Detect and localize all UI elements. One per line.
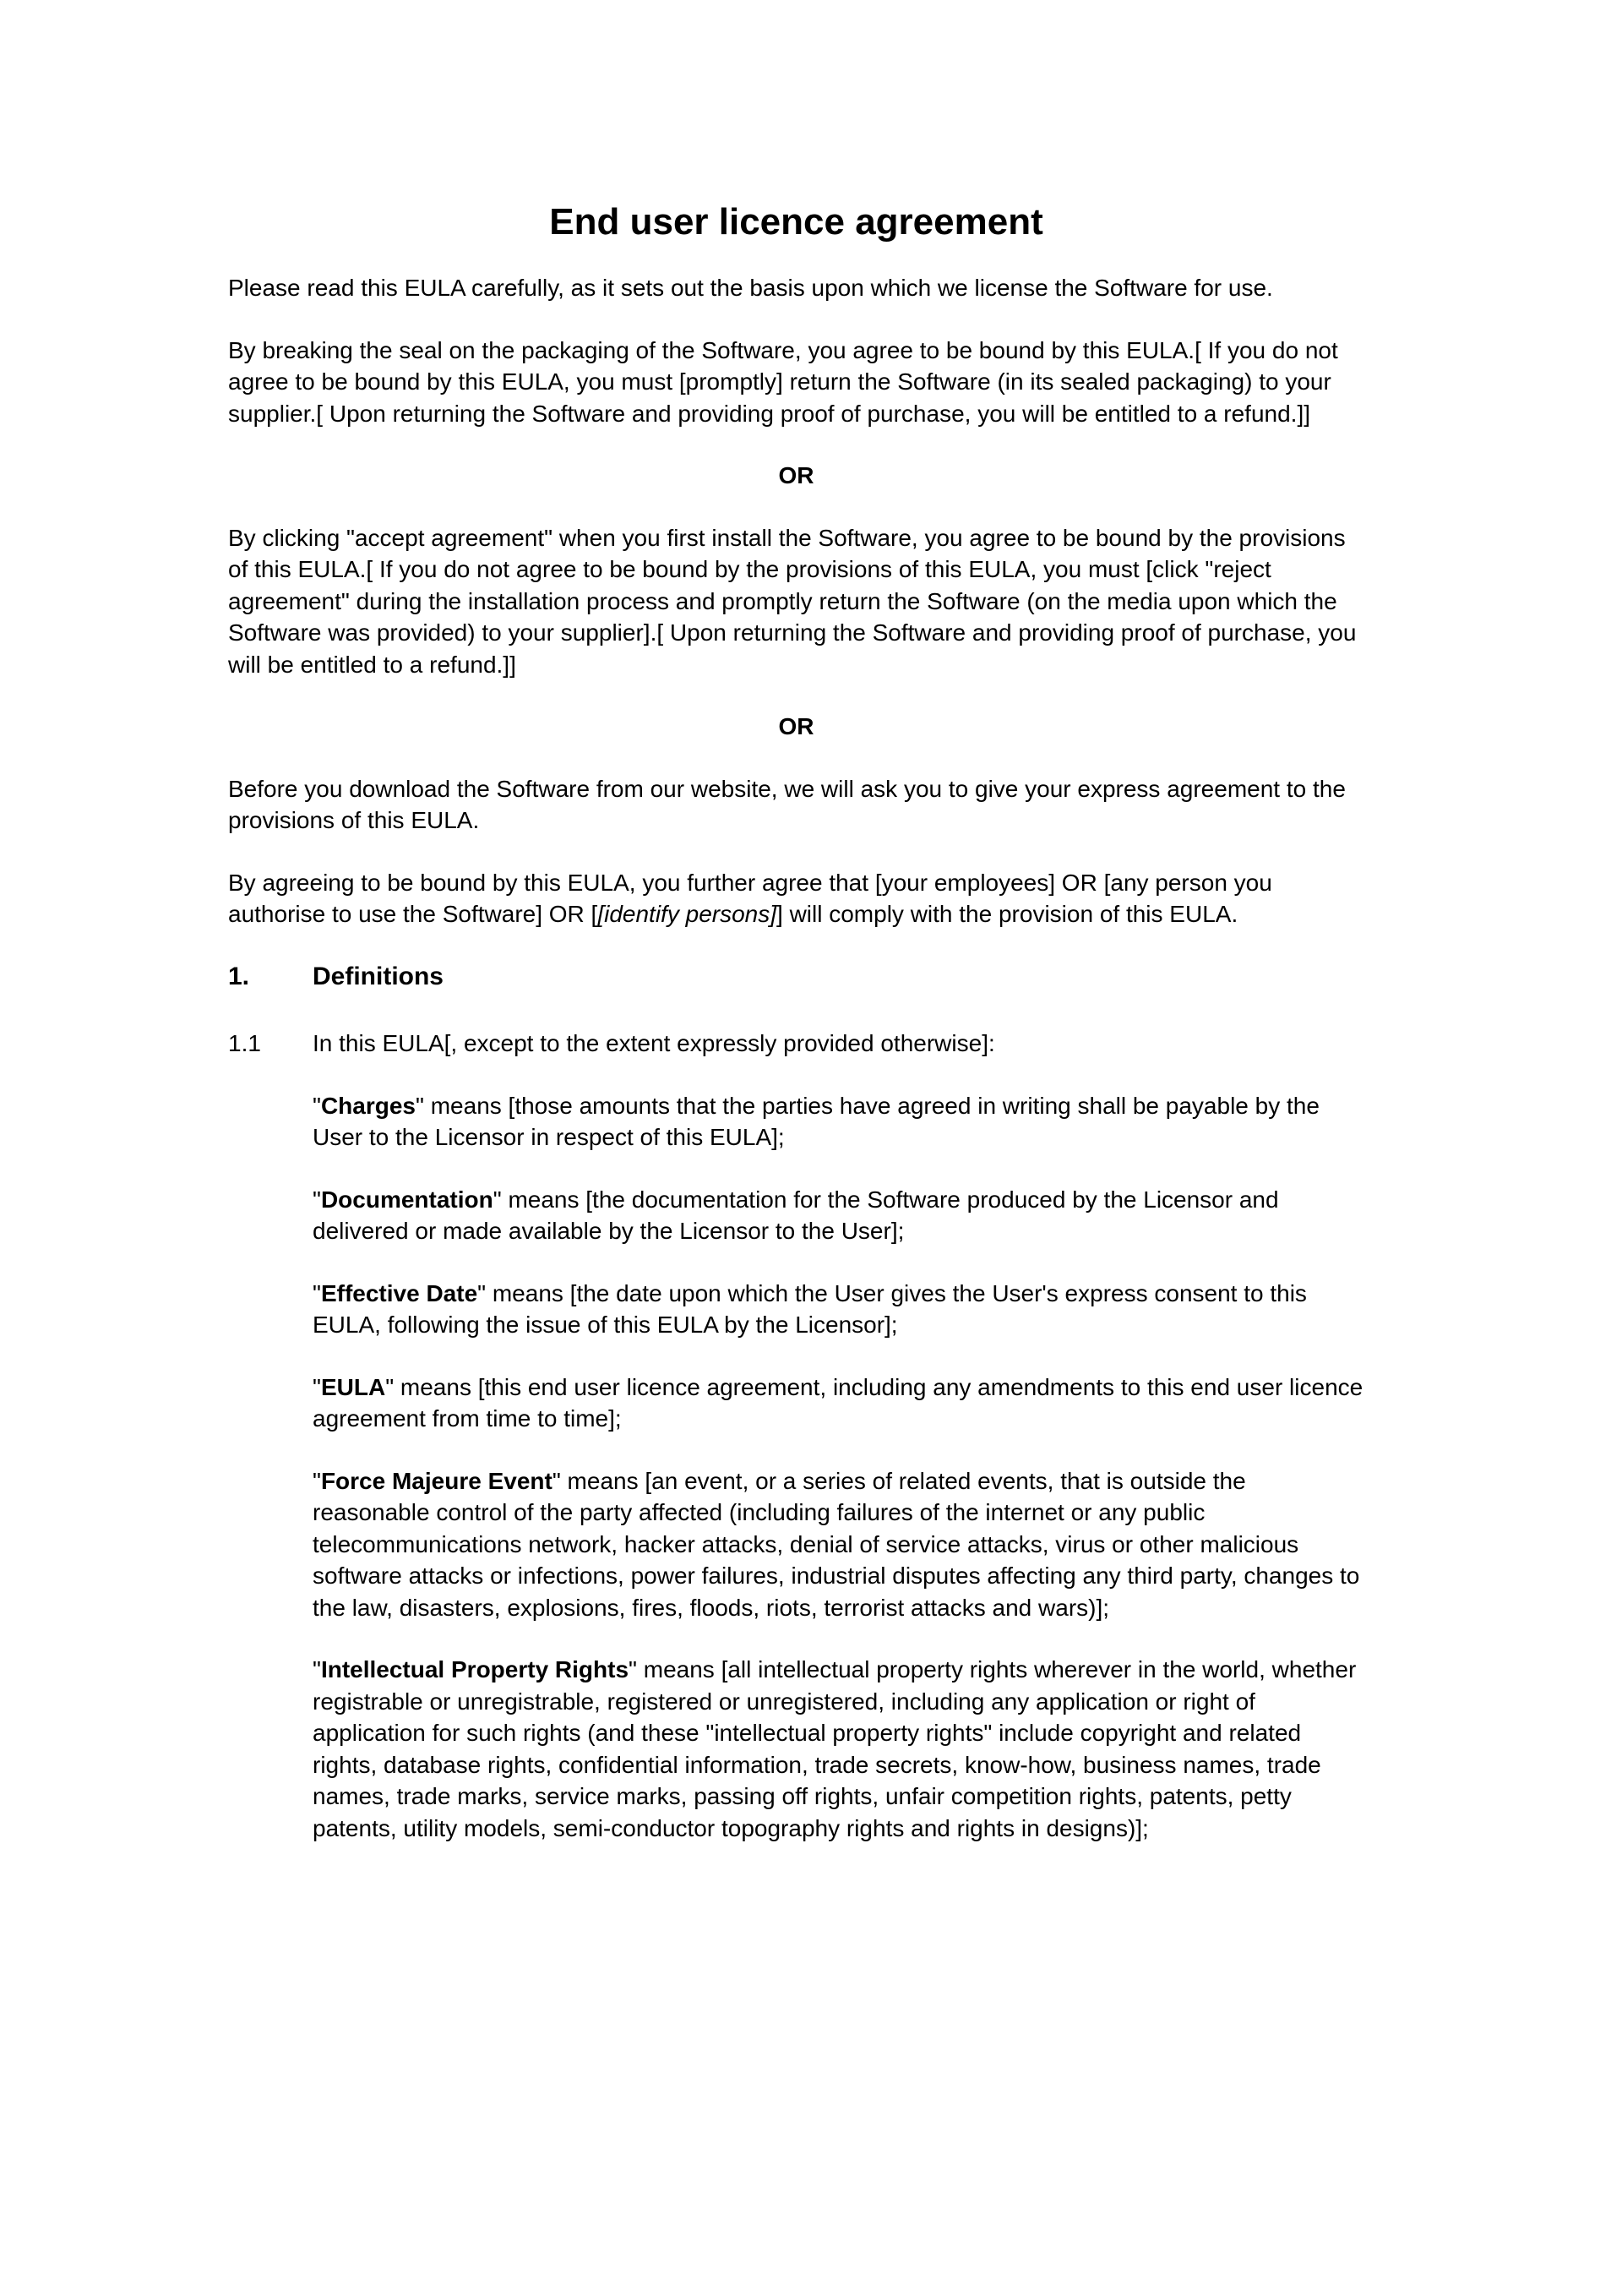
paragraph-breaking-seal: By breaking the seal on the packaging of the Software, you agree to be bound by this EULA.[ If you do not agree to be bound by this EULA, you must [promptly] return the Software (in its sealed packaging) to your supplier.[ Upon returning the Software and providing proof of purchase, you will be entitled to a refund.]]: [228, 336, 1338, 427]
agree-text-after: ] will comply with the provision of this EULA.: [776, 901, 1238, 927]
definition-lead-quote: ": [313, 1656, 321, 1682]
definition-term: Charges: [320, 1092, 416, 1119]
definition-lead-quote: ": [313, 1279, 321, 1306]
paragraph-click-accept: By clicking "accept agreement" when you first install the Software, you agree to be bound by the provisions of this EULA.[ If you do not agree to be bound by the provisions of this EULA, you must [click "reject agreement" during the installation process and promptly return the Software (on the media upon which the Software was provided) to your supplier].[ Upon returning the Software and providing proof of purchase, you will be entitled to a refund.]]: [228, 524, 1357, 678]
paragraph-agree: [228, 867, 1364, 930]
definition-body: " means [this end user licence agreement, including any amendments to this end user licence agreement from time to time];: [313, 1373, 1363, 1432]
clause-1-1: [228, 1028, 1364, 1060]
clause-text: In this EULA[, except to the extent expressly provided otherwise]:: [313, 1030, 995, 1056]
definition-term: Documentation: [320, 1186, 493, 1213]
clause-number: 1.1: [228, 1030, 261, 1056]
definition-term: Intellectual Property Rights: [320, 1656, 629, 1682]
definition-documentation: [313, 1184, 1364, 1247]
definition-lead-quote: ": [313, 1186, 321, 1213]
definition-lead-quote: ": [313, 1092, 321, 1119]
agree-text-before: By agreeing to be bound by this EULA, you further agree that [your employees] OR [any person you authorise to use the Software] OR [: [228, 869, 1272, 927]
definition-term: Force Majeure Event: [320, 1467, 552, 1494]
definition-eula: [313, 1372, 1364, 1435]
definition-lead-quote: ": [313, 1467, 321, 1494]
paragraph-download: Before you download the Software from our website, we will ask you to give your express agreement to the provisions of this EULA.: [228, 775, 1346, 833]
paragraph-intro: Please read this EULA carefully, as it sets out the basis upon which we license the Software for use.: [228, 275, 1273, 301]
definition-body: " means [those amounts that the parties have agreed in writing shall be payable by the User to the Licensor in respect of this EULA];: [313, 1092, 1320, 1150]
or-separator-2: OR: [778, 713, 814, 739]
section-title: Definitions: [313, 962, 444, 990]
definition-force-majeure-event: [313, 1465, 1364, 1624]
definition-effective-date: [313, 1278, 1364, 1341]
section-number: 1.: [228, 962, 250, 990]
definition-body: " means [all intellectual property rights wherever in the world, whether registrable or unregistrable, registered or unregistered, including any application or right of application for such rights (and these "intellectual property rights" include copyright and related rights, database rights, confidential information, trade secrets, know-how, business names, trade names, trade marks, service marks, passing off rights, unfair competition rights, patents, petty patents, utility models, semi-conductor topography rights and rights in designs)];: [313, 1656, 1357, 1841]
or-separator-1: OR: [778, 462, 814, 488]
definition-term: Effective Date: [320, 1279, 478, 1306]
definition-term: EULA: [320, 1373, 386, 1400]
definition-body: " means [the date upon which the User gives the User's express consent to this EULA, following the issue of this EULA by the Licensor];: [313, 1279, 1307, 1338]
definition-charges: [313, 1090, 1364, 1153]
document-title: End user licence agreement: [549, 201, 1043, 243]
definition-intellectual-property-rights: [313, 1654, 1364, 1844]
agree-text-italic: [identify persons]: [597, 901, 777, 927]
section-heading-definitions: [228, 961, 1364, 993]
definition-lead-quote: ": [313, 1373, 321, 1400]
definition-body: " means [an event, or a series of related events, that is outside the reasonable control of the party affected (including failures of the internet or any public telecommunications network, hacker attacks, denial of service attacks, virus or other malicious software attacks or infections, power failures, industrial disputes affecting any third party, changes to the law, disasters, explosions, fires, floods, riots, terrorist attacks and wars)];: [313, 1467, 1360, 1621]
definition-body: " means [the documentation for the Software produced by the Licensor and delivered or made available by the Licensor to the User];: [313, 1186, 1279, 1244]
